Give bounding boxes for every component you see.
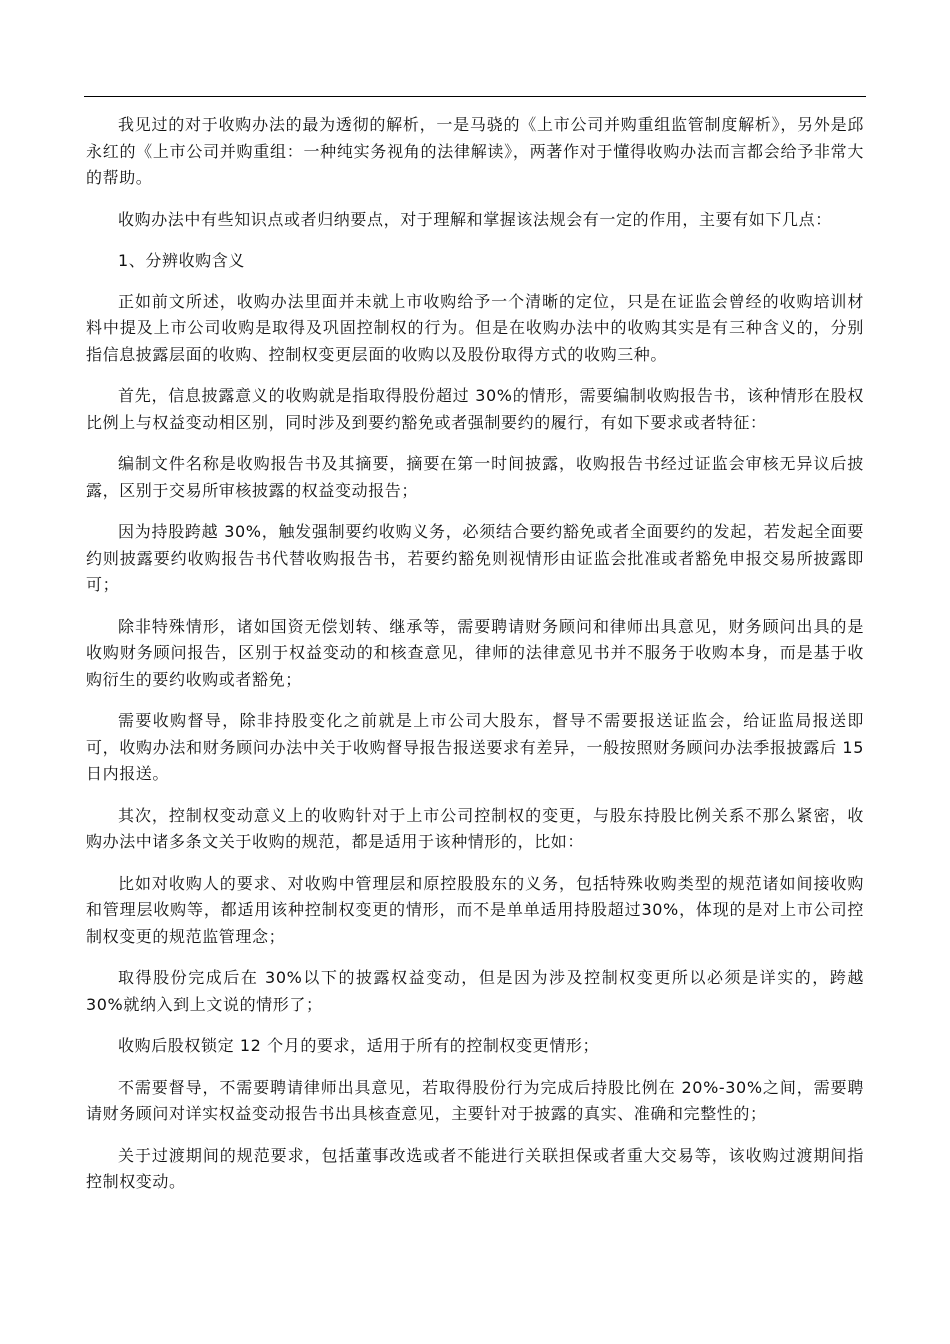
paragraph-advisor-opinion: 除非特殊情形，诸如国资无偿划转、继承等，需要聘请财务顾问和律师出具意见，财务顾问出具的是收购财务顾问报告，区别于权益变动的和核查意见，律师的法律意见书并不服务于收购本身，而是基于收购衍生的要约收购或者豁免； xyxy=(86,616,864,689)
paragraph-disclosure-acquisition: 首先，信息披露意义的收购就是指取得股份超过 30%的情形，需要编制收购报告书，该种情形在股权比例上与权益变动相区别，同时涉及到要约豁免或者强制要约的履行，有如下要求或者特征： xyxy=(86,386,864,432)
paragraph-lockup: 收购后股权锁定 12 个月的要求，适用于所有的控制权变更情形； xyxy=(118,1036,600,1055)
header-rule xyxy=(84,96,866,97)
paragraph-mandatory-offer: 因为持股跨越 30%，触发强制要约收购义务，必须结合要约豁免或者全面要约的发起，若发起全面要约则披露要约收购报告书代替收购报告书，若要约豁免则视情形由证监会批准或者豁免申报交易所披露即可； xyxy=(86,522,864,594)
paragraph-acquirer-requirements: 比如对收购人的要求、对收购中管理层和原控股股东的义务，包括特殊收购类型的规范诸如间接收购和管理层收购等，都适用该种控制权变更的情形，而不是单单适用持股超过30%，体现的是对上市公司控制权变更的规范监管理念； xyxy=(86,873,864,946)
paragraph-below-30: 取得股份完成后在 30%以下的披露权益变动，但是因为涉及控制权变更所以必须是详实的，跨越 30%就纳入到上文说的情形了； xyxy=(86,968,864,1014)
paragraph-three-meanings: 正如前文所述，收购办法里面并未就上市收购给予一个清晰的定位，只是在证监会曾经的收购培训材料中提及上市公司收购是取得及巩固控制权的行为。但是在收购办法中的收购其实是有三种含义的，分别指信息披露层面的收购、控制权变更层面的收购以及股份取得方式的收购三种。 xyxy=(86,291,864,364)
paragraph-control-change: 其次，控制权变动意义上的收购针对于上市公司控制权的变更，与股东持股比例关系不那么紧密，收购办法中诸多条文关于收购的规范，都是适用于该种情形的，比如： xyxy=(86,805,864,851)
document-body xyxy=(86,112,864,1211)
paragraph-supervision: 需要收购督导，除非持股变化之前就是上市公司大股东，督导不需要报送证监会，给证监局报送即可，收购办法和财务顾问办法中关于收购督导报告报送要求有差异，一般按照财务顾问办法季报披露后 15 日内报送。 xyxy=(86,711,864,783)
section-heading-1: 1、分辨收购含义 xyxy=(118,251,245,270)
paragraph-transition-period: 关于过渡期间的规范要求，包括董事改选或者不能进行关联担保或者重大交易等，该收购过渡期间指控制权变动。 xyxy=(86,1145,864,1191)
paragraph-report-naming: 编制文件名称是收购报告书及其摘要，摘要在第一时间披露，收购报告书经过证监会审核无异议后披露，区别于交易所审核披露的权益变动报告； xyxy=(86,454,864,500)
paragraph-no-supervision: 不需要督导，不需要聘请律师出具意见，若取得股份行为完成后持股比例在 20%-30%之间，需要聘请财务顾问对详实权益变动报告书出具核查意见，主要针对于披露的真实、准确和完整性的； xyxy=(86,1077,864,1123)
paragraph-intro: 我见过的对于收购办法的最为透彻的解析，一是马骁的《上市公司并购重组监管制度解析》，另外是邱永红的《上市公司并购重组：一种纯实务视角的法律解读》，两著作对于懂得收购办法而言都会给予非常大的帮助。 xyxy=(86,115,864,187)
paragraph-key-points: 收购办法中有些知识点或者归纳要点，对于理解和掌握该法规会有一定的作用，主要有如下几点： xyxy=(118,209,832,229)
